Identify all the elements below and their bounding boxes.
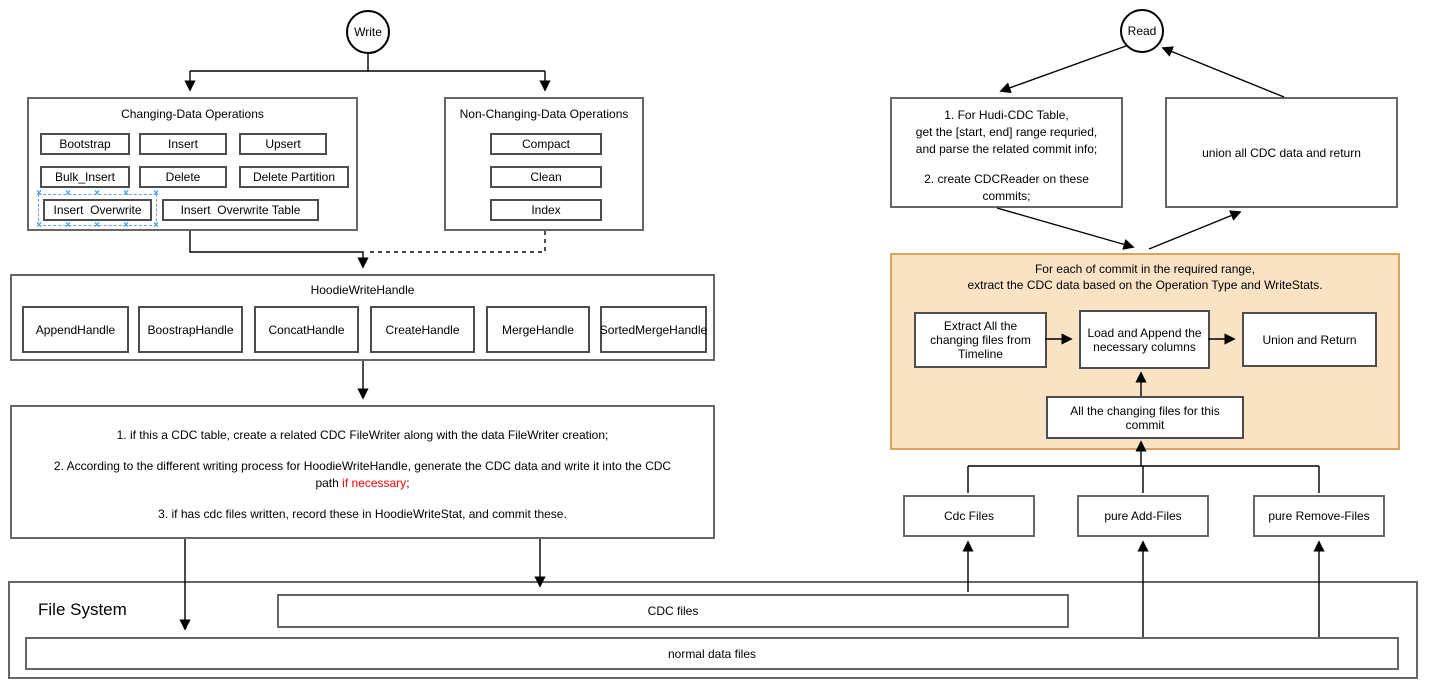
write-step-2-suffix: ; — [406, 476, 410, 490]
op-insert-overwrite-table[interactable]: Insert Overwrite Table — [162, 199, 319, 221]
op-insert-overwrite[interactable]: Insert Overwrite — [43, 199, 152, 221]
selection-handle-icon[interactable] — [93, 222, 101, 230]
changing-data-operations-box[interactable] — [27, 97, 358, 231]
op-index[interactable]: Index — [490, 199, 602, 221]
selection-handle-icon[interactable] — [35, 190, 43, 198]
read-prepare-line1: 1. For Hudi-CDC Table, — [944, 108, 1069, 122]
handle-create[interactable]: CreateHandle — [370, 306, 475, 353]
normal-data-files-box[interactable]: normal data files — [25, 637, 1399, 670]
union-all-cdc-label: union all CDC data and return — [1202, 145, 1361, 160]
pure-remove-files-box[interactable]: pure Remove-Files — [1253, 495, 1385, 537]
op-delete[interactable]: Delete — [139, 166, 227, 188]
cdc-write-steps-box[interactable] — [10, 405, 715, 539]
write-step-2-line1: 2. According to the different writing process for HoodieWriteHandle, generate the CDC data and write it into the CDC — [53, 459, 672, 473]
read-prepare-line5: commits; — [982, 189, 1031, 203]
op-insert[interactable]: Insert — [139, 133, 227, 155]
write-entry-node[interactable] — [346, 10, 390, 54]
write-step-1: 1. if this a CDC table, create a related CDC FileWriter along with the data FileWriter creation; — [116, 428, 609, 442]
read-prepare-line4: 2. create CDCReader on these — [924, 172, 1089, 186]
op-delete-partition[interactable]: Delete Partition — [239, 166, 349, 188]
load-append-columns-box[interactable]: Load and Append the necessary columns — [1079, 310, 1210, 369]
per-commit-title-line2: extract the CDC data based on the Operation Type and WriteStats. — [967, 278, 1323, 292]
arrow-prepare-to-per-commit — [997, 208, 1133, 247]
handle-concat[interactable]: ConcatHandle — [254, 306, 359, 353]
write-step-2-line2 — [12, 476, 713, 490]
changing-files-for-commit-box[interactable]: All the changing files for this commit — [1046, 396, 1244, 439]
write-branch-line — [190, 54, 545, 71]
read-prepare-line3: and parse the related commit info; — [915, 142, 1098, 156]
dashed-non-changing-to-write-handle — [368, 231, 545, 252]
selection-handle-icon[interactable] — [122, 190, 130, 198]
hoodie-write-handle-box[interactable] — [10, 274, 715, 361]
handle-sorted-merge[interactable]: SortedMergeHandle — [600, 306, 707, 353]
arrow-per-commit-to-union — [1149, 212, 1240, 249]
cdc-files-store-box[interactable]: CDC files — [277, 594, 1069, 628]
arrow-union-to-read — [1163, 48, 1284, 97]
write-step-2-highlight: if necessary — [342, 476, 407, 490]
read-entry-node[interactable] — [1120, 9, 1164, 53]
extract-changing-files-box[interactable]: Extract All the changing files from Timeline — [914, 312, 1047, 368]
write-step-2-prefix: path — [315, 476, 343, 490]
op-clean[interactable]: Clean — [490, 166, 602, 188]
per-commit-region[interactable] — [890, 253, 1400, 450]
write-entry-label: Write — [354, 25, 382, 39]
changing-data-operations-title: Changing-Data Operations — [121, 107, 264, 121]
read-prepare-box[interactable] — [890, 97, 1123, 208]
collector-line — [968, 466, 1319, 493]
non-changing-data-operations-box[interactable] — [444, 97, 644, 231]
handle-append[interactable]: AppendHandle — [22, 306, 129, 353]
selection-handle-icon[interactable] — [64, 222, 72, 230]
write-step-3: 3. if has cdc files written, record these in HoodieWriteStat, and commit these. — [158, 507, 567, 521]
selection-handle-icon[interactable] — [152, 222, 160, 230]
selection-handle-icon[interactable] — [122, 222, 130, 230]
per-commit-title-line1: For each of commit in the required range, — [1034, 262, 1256, 276]
op-bootstrap[interactable]: Bootstrap — [40, 133, 130, 155]
op-upsert[interactable]: Upsert — [239, 133, 327, 155]
selection-handle-icon[interactable] — [64, 190, 72, 198]
selection-handle-icon[interactable] — [35, 222, 43, 230]
union-all-cdc-box[interactable] — [1165, 97, 1398, 208]
read-entry-label: Read — [1127, 24, 1157, 38]
op-bulk-insert[interactable]: Bulk_Insert — [40, 166, 130, 188]
cdc-files-type-box[interactable]: Cdc Files — [903, 495, 1035, 537]
handle-boostrap[interactable]: BoostrapHandle — [138, 306, 243, 353]
hoodie-write-handle-title: HoodieWriteHandle — [310, 283, 415, 297]
handle-merge[interactable]: MergeHandle — [486, 306, 590, 353]
file-system-box[interactable] — [8, 581, 1418, 679]
non-changing-data-operations-title: Non-Changing-Data Operations — [459, 107, 629, 121]
selection-handle-icon[interactable] — [152, 190, 160, 198]
arrow-read-to-prepare — [1001, 46, 1126, 91]
selection-handle-icon[interactable] — [93, 190, 101, 198]
read-prepare-line2: get the [start, end] range requried, — [915, 125, 1098, 139]
union-and-return-box[interactable]: Union and Return — [1242, 312, 1377, 367]
op-compact[interactable]: Compact — [490, 133, 602, 155]
file-system-title: File System — [38, 600, 127, 619]
arrow-changing-ops-to-write-handle — [190, 231, 363, 267]
pure-add-files-box[interactable]: pure Add-Files — [1077, 495, 1209, 537]
